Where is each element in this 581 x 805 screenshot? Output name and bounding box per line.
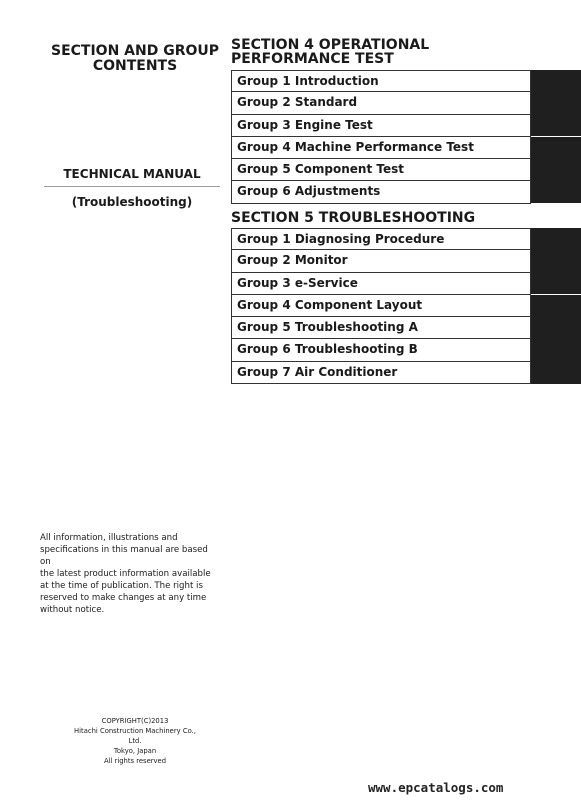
manual-subtitle: (Troubleshooting) <box>71 195 193 209</box>
title-line-2: CONTENTS <box>92 58 178 74</box>
section-4-heading <box>231 38 481 66</box>
group-link-s5-4[interactable]: Group 4 Component Layout <box>231 295 531 317</box>
watermark-text: www.epcatalogs.com <box>368 780 504 795</box>
index-tab <box>531 70 581 136</box>
section-5-index-tabs <box>531 228 581 385</box>
group-link-s5-5[interactable]: Group 5 Troubleshooting A <box>231 317 531 339</box>
index-tab <box>531 137 581 203</box>
section-4-group-list <box>231 70 531 204</box>
group-link-s4-6[interactable]: Group 6 Adjustments <box>231 181 531 203</box>
group-link-s4-4[interactable]: Group 4 Machine Performance Test <box>231 137 531 159</box>
section-4-index-tabs <box>531 70 581 204</box>
group-link-s5-2[interactable]: Group 2 Monitor <box>231 250 531 272</box>
group-link-s5-1[interactable]: Group 1 Diagnosing Procedure <box>231 228 531 250</box>
section-5-group-list <box>231 228 531 384</box>
disclaimer-text: All information, illustrations and specifications in this manual are based on the latest product information available at the time of publication. The right is reserved to make changes at any time without notice. <box>40 533 211 615</box>
index-tab <box>531 228 581 294</box>
group-link-s5-3[interactable]: Group 3 e-Service <box>231 273 531 295</box>
copyright-notice: COPYRIGHT(C)2013 Hitachi Construction Machinery Co., Ltd. Tokyo, Japan All rights reserved <box>74 717 196 765</box>
group-link-s4-2[interactable]: Group 2 Standard <box>231 92 531 114</box>
manual-title: TECHNICAL MANUAL <box>44 167 220 187</box>
group-link-s4-3[interactable]: Group 3 Engine Test <box>231 115 531 137</box>
group-link-s4-5[interactable]: Group 5 Component Test <box>231 159 531 181</box>
group-link-s4-1[interactable]: Group 1 Introduction <box>231 70 531 92</box>
group-link-s5-7[interactable]: Group 7 Air Conditioner <box>231 362 531 384</box>
group-link-s5-6[interactable]: Group 6 Troubleshooting B <box>231 339 531 361</box>
section-and-group-contents-title <box>40 44 230 74</box>
section-5-heading: SECTION 5 TROUBLESHOOTING <box>231 210 476 226</box>
section-4-title-line-1: SECTION 4 OPERATIONAL <box>231 37 430 53</box>
section-4-title-line-2: PERFORMANCE TEST <box>231 51 394 67</box>
title-line-1: SECTION AND GROUP <box>50 43 220 59</box>
index-tab <box>531 295 581 384</box>
